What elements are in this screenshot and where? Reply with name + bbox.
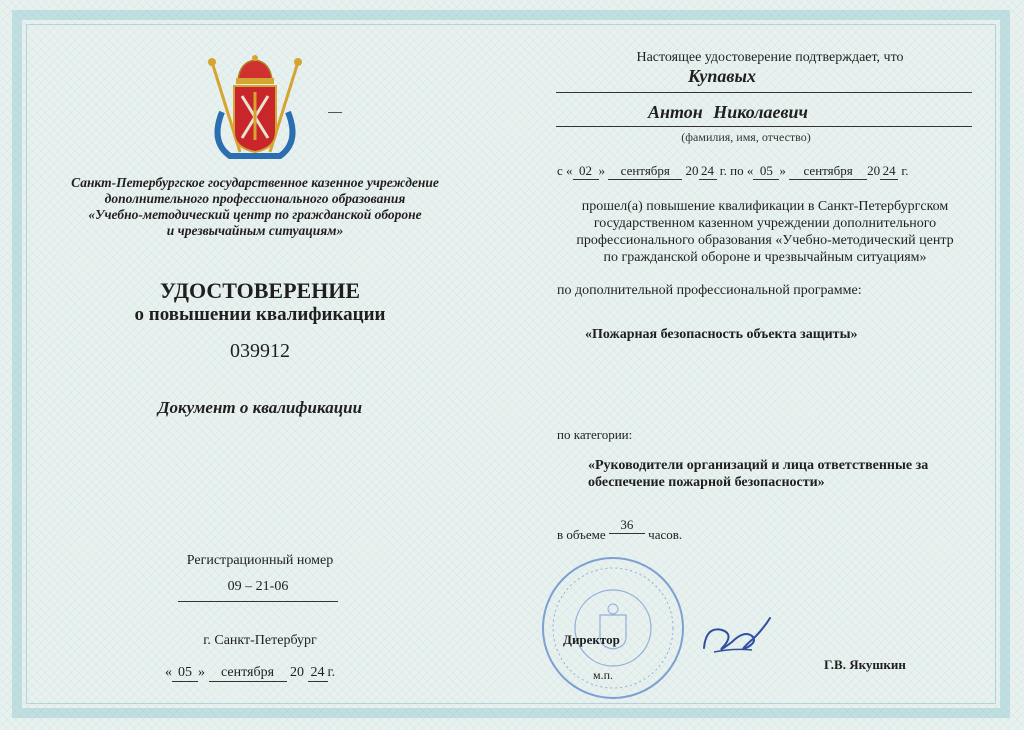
issue-year-suffix: г. (327, 665, 336, 680)
category-label: по категории: (557, 427, 633, 442)
from-prefix: с « (557, 163, 573, 178)
holder-surname: Купавых (688, 66, 756, 86)
program-label: по дополнительной профессиональной программе: (557, 283, 862, 298)
from-year-prefix: 20 (685, 163, 699, 178)
date-open-quote: « (165, 665, 172, 680)
completion-line: государственном казенном учреждении дополнительного (593, 216, 937, 231)
issue-year-prefix: 20 (290, 665, 304, 680)
to-suffix: г. (901, 163, 909, 178)
to-year: 24 (880, 163, 898, 180)
institution-name (30, 175, 480, 239)
certificate-subtitle: о повышении квалификации (134, 304, 386, 325)
training-period (557, 163, 977, 180)
institution-line: «Учебно-методический центр по гражданской обороне (88, 207, 422, 222)
completion-text (540, 198, 990, 266)
to-day: 05 (753, 163, 779, 180)
category-name (588, 457, 968, 491)
issue-month: сентября (209, 665, 287, 682)
coat-of-arms-icon (200, 52, 310, 164)
volume-hours: 36 (609, 517, 645, 534)
document-type: Документ о квалификации (157, 398, 363, 417)
to-year-prefix: 20 (867, 163, 881, 178)
program-name: «Пожарная безопасность объекта защиты» (585, 327, 858, 342)
from-close-quote: » (598, 163, 606, 178)
completion-line: по гражданской обороне и чрезвычайным ситуациям» (603, 250, 927, 265)
institution-line: дополнительного профессионального образования (104, 191, 406, 206)
category-line: обеспечение пожарной безопасности» (588, 475, 825, 490)
issue-city: г. Санкт-Петербург (203, 633, 317, 648)
holder-name: Антон Николаевич (648, 102, 808, 122)
to-prefix: по « (730, 163, 754, 178)
certificate-number: 039912 (230, 340, 290, 362)
registration-label: Регистрационный номер (186, 553, 334, 568)
certificate-title: УДОСТОВЕРЕНИЕ (159, 278, 361, 303)
to-close-quote: » (779, 163, 786, 178)
institution-line: и чрезвычайным ситуациям» (166, 223, 344, 238)
completion-line: прошел(а) повышение квалификации в Санкт-Петербургском (581, 199, 949, 214)
volume-prefix: в объеме (557, 527, 606, 542)
name-caption: (фамилия, имя, отчество) (681, 130, 811, 144)
signature-icon (694, 608, 776, 660)
director-name: Г.В. Якушкин (824, 657, 906, 672)
from-year: 24 (699, 163, 717, 180)
dash-mark (328, 112, 342, 113)
issue-year: 24 (308, 665, 328, 682)
stamp-label: м.п. (593, 668, 614, 682)
intro-text: Настоящее удостоверение подтверждает, что (636, 50, 904, 65)
institution-line: Санкт-Петербургское государственное казенное учреждение (71, 175, 439, 190)
from-month: сентября (608, 163, 682, 180)
to-month: сентября (789, 163, 867, 180)
surname-line (556, 66, 972, 93)
from-suffix: г. (719, 163, 727, 178)
issue-date (165, 665, 405, 682)
director-label: Директор (563, 632, 620, 647)
from-day: 02 (573, 163, 599, 180)
date-close-quote: » (198, 665, 205, 680)
issue-day: 05 (172, 665, 198, 682)
completion-line: профессионального образования «Учебно-методический центр (576, 233, 954, 248)
name-line (556, 100, 972, 127)
category-line: «Руководители организаций и лица ответственные за (588, 458, 929, 473)
volume-suffix: часов. (648, 527, 683, 542)
registration-number: 09 – 21-06 (178, 579, 338, 602)
volume (557, 517, 683, 544)
